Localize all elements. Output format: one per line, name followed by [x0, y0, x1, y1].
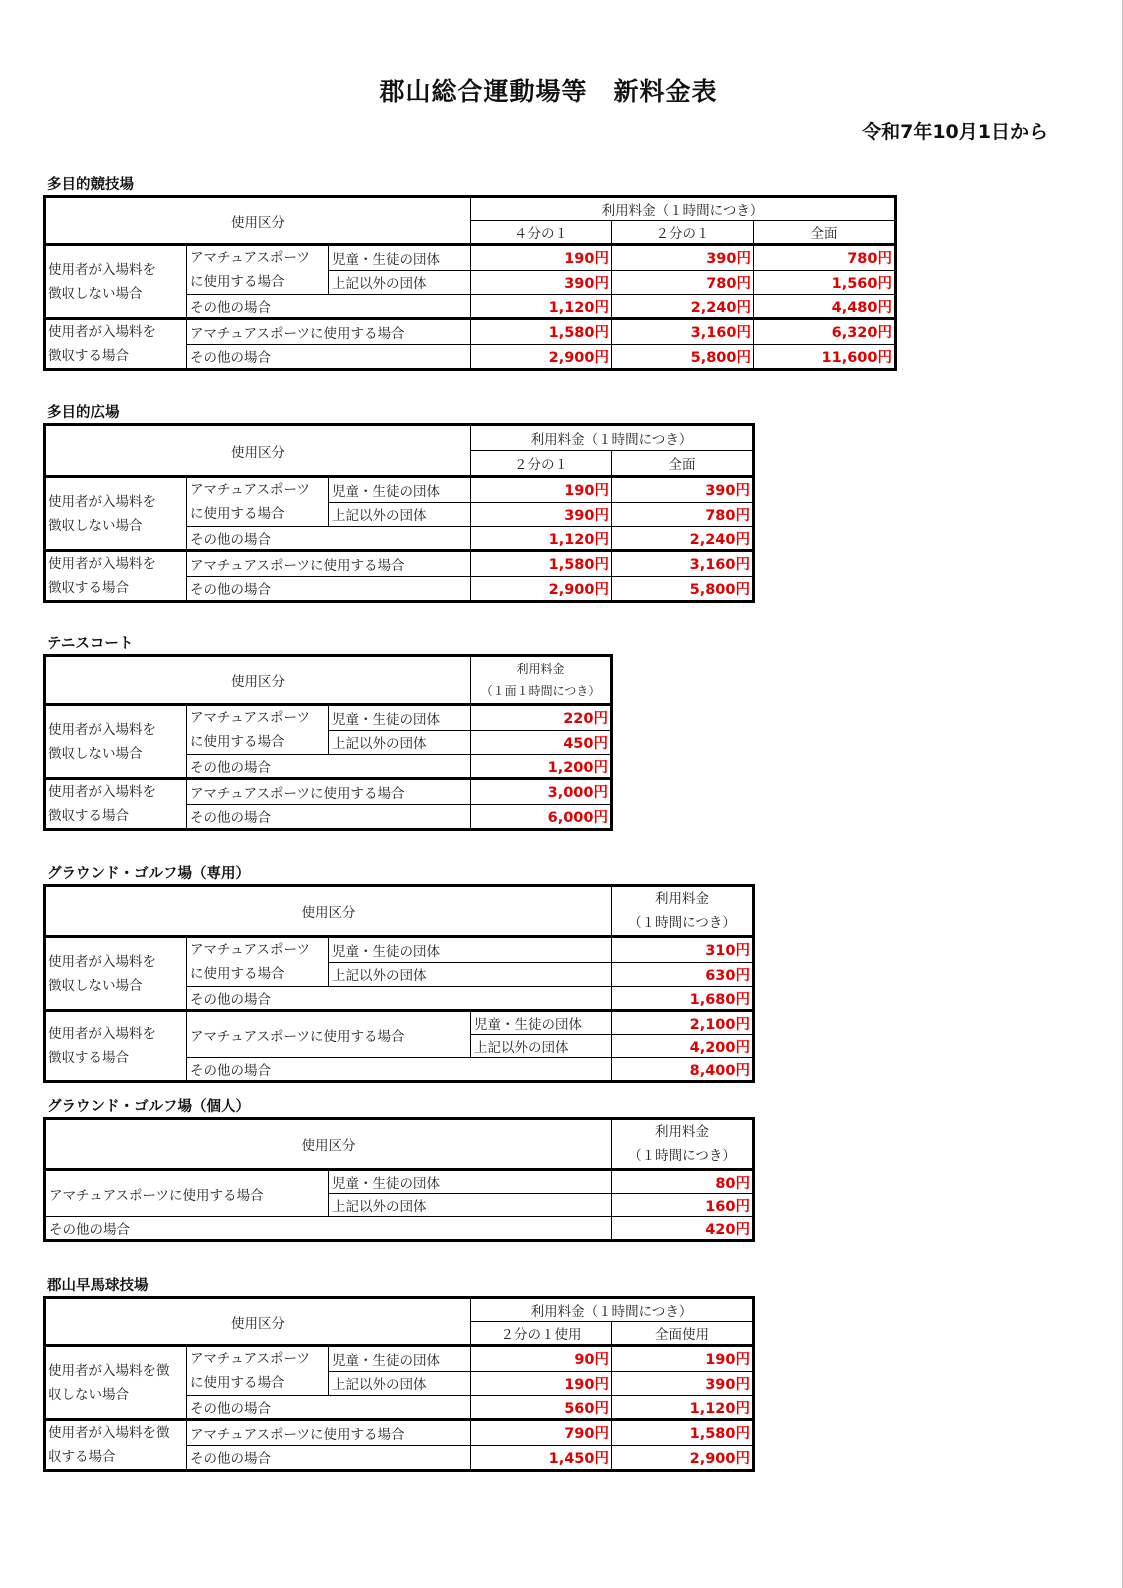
fee-cell: 5,800円 — [612, 576, 754, 602]
fee-cell: 8,400円 — [612, 1058, 754, 1082]
label-other-case: その他の場合 — [187, 804, 471, 830]
fee-cell: 5,800円 — [612, 344, 754, 370]
fee-cell: 390円 — [612, 477, 754, 503]
label-children-group: 児童・生徒の団体 — [329, 477, 471, 503]
header-fee: 利用料金（１時間につき） — [471, 425, 754, 451]
label-other-group: 上記以外の団体 — [329, 730, 471, 754]
fee-cell: 630円 — [612, 962, 754, 986]
fee-cell: 2,900円 — [471, 576, 612, 602]
header-usage-category: 使用区分 — [45, 425, 471, 477]
label-amateur-full: アマチュアスポーツに使用する場合 — [45, 1170, 329, 1217]
fee-cell: 80円 — [612, 1170, 754, 1194]
label-children-group: 児童・生徒の団体 — [329, 705, 471, 731]
label-other-group: 上記以外の団体 — [329, 1194, 612, 1217]
fee-cell: 560円 — [471, 1396, 612, 1420]
label-amateur: アマチュアスポーツ に使用する場合 — [187, 477, 329, 527]
label-other-case: その他の場合 — [187, 527, 471, 551]
hayama-fee-table — [43, 1296, 755, 1472]
fee-cell: 11,600円 — [754, 344, 896, 370]
fee-cell: 780円 — [612, 502, 754, 526]
fee-cell: 1,120円 — [612, 1396, 754, 1420]
category-entry-fee: 使用者が入場料を 徴収する場合 — [45, 1011, 187, 1082]
fee-cell: 420円 — [612, 1217, 754, 1241]
label-amateur: アマチュアスポーツ に使用する場合 — [187, 937, 329, 987]
fee-cell: 2,240円 — [612, 295, 754, 319]
fee-cell: 190円 — [471, 1371, 612, 1395]
label-children-group: 児童・生徒の団体 — [329, 937, 612, 963]
fee-cell: 1,680円 — [612, 987, 754, 1011]
fee-cell: 1,580円 — [471, 551, 612, 577]
label-other-case: その他の場合 — [187, 1058, 612, 1082]
effective-date: 令和7年10月1日から — [862, 121, 1048, 143]
col-header: 全面 — [754, 221, 896, 245]
header-fee: 利用料金 （１面１時間につき） — [471, 656, 612, 705]
fee-cell: 390円 — [471, 502, 612, 526]
category-no-entry-fee: 使用者が入場料を 徴収しない場合 — [45, 937, 187, 1011]
category-no-entry-fee: 使用者が入場料を 徴収しない場合 — [45, 705, 187, 779]
fee-cell: 2,100円 — [612, 1011, 754, 1035]
label-other-group: 上記以外の団体 — [329, 270, 471, 294]
label-other-case: その他の場合 — [45, 1217, 612, 1241]
fee-cell: 1,450円 — [471, 1445, 612, 1471]
category-no-entry-fee: 使用者が入場料を 徴収しない場合 — [45, 477, 187, 551]
label-other-case: その他の場合 — [187, 1445, 471, 1471]
label-children-group: 児童・生徒の団体 — [329, 245, 471, 271]
fee-cell: 450円 — [471, 730, 612, 754]
label-amateur-full: アマチュアスポーツに使用する場合 — [187, 1420, 471, 1446]
section-title-golf-dedicated: グラウンド・ゴルフ場（専用） — [47, 866, 250, 882]
fee-cell: 190円 — [471, 477, 612, 503]
label-other-case: その他の場合 — [187, 987, 612, 1011]
label-amateur: アマチュアスポーツ に使用する場合 — [187, 245, 329, 295]
label-amateur-full: アマチュアスポーツに使用する場合 — [187, 779, 471, 805]
section-title-field: 多目的広場 — [47, 405, 120, 421]
stadium-fee-table — [43, 195, 897, 371]
fee-cell: 1,120円 — [471, 527, 612, 551]
section-title-stadium: 多目的競技場 — [47, 177, 134, 193]
col-header: ４分の１ — [471, 221, 612, 245]
fee-cell: 4,480円 — [754, 295, 896, 319]
golf-individual-fee-table — [43, 1117, 755, 1242]
header-usage-category: 使用区分 — [45, 1298, 471, 1346]
fee-cell: 1,120円 — [471, 295, 612, 319]
label-other-case: その他の場合 — [187, 1396, 471, 1420]
fee-cell: 390円 — [612, 245, 754, 271]
section-title-tennis: テニスコート — [47, 636, 134, 652]
col-header: 全面使用 — [612, 1322, 754, 1346]
golf-dedicated-fee-table — [43, 884, 755, 1083]
fee-cell: 1,580円 — [612, 1420, 754, 1446]
header-fee: 利用料金（１時間につき） — [471, 197, 896, 221]
page-title: 郡山総合運動場等 新料金表 — [379, 77, 718, 106]
fee-cell: 3,000円 — [471, 779, 612, 805]
fee-cell: 780円 — [612, 270, 754, 294]
col-header: 全面 — [612, 451, 754, 477]
header-usage-category: 使用区分 — [45, 197, 471, 245]
label-other-group: 上記以外の団体 — [329, 962, 612, 986]
header-usage-category: 使用区分 — [45, 656, 471, 705]
label-children-group: 児童・生徒の団体 — [471, 1011, 612, 1035]
col-header: ２分の１ — [471, 451, 612, 477]
fee-cell: 310円 — [612, 937, 754, 963]
header-fee: 利用料金 （１時間につき） — [612, 1119, 754, 1170]
label-amateur: アマチュアスポーツ に使用する場合 — [187, 1346, 329, 1396]
fee-cell: 2,900円 — [471, 344, 612, 370]
fee-cell: 2,900円 — [612, 1445, 754, 1471]
header-usage-category: 使用区分 — [45, 886, 612, 937]
category-entry-fee: 使用者が入場料を 徴収する場合 — [45, 319, 187, 370]
fee-cell: 1,200円 — [471, 755, 612, 779]
header-fee: 利用料金 （１時間につき） — [612, 886, 754, 937]
header-fee: 利用料金（１時間につき） — [471, 1298, 754, 1322]
label-other-group: 上記以外の団体 — [329, 502, 471, 526]
label-other-case: その他の場合 — [187, 344, 471, 370]
fee-cell: 90円 — [471, 1346, 612, 1372]
fee-cell: 220円 — [471, 705, 612, 731]
fee-cell: 3,160円 — [612, 551, 754, 577]
fee-cell: 6,000円 — [471, 804, 612, 830]
fee-cell: 1,560円 — [754, 270, 896, 294]
label-children-group: 児童・生徒の団体 — [329, 1170, 612, 1194]
fee-cell: 4,200円 — [612, 1035, 754, 1058]
fee-cell: 190円 — [612, 1346, 754, 1372]
fee-cell: 160円 — [612, 1194, 754, 1217]
tennis-fee-table — [43, 654, 613, 831]
fee-cell: 190円 — [471, 245, 612, 271]
label-other-case: その他の場合 — [187, 576, 471, 602]
section-title-hayama: 郡山早馬球技場 — [47, 1278, 149, 1294]
fee-cell: 790円 — [471, 1420, 612, 1446]
label-other-group: 上記以外の団体 — [329, 1371, 471, 1395]
category-entry-fee: 使用者が入場料を徴 収する場合 — [45, 1420, 187, 1471]
fee-cell: 390円 — [471, 270, 612, 294]
label-other-case: その他の場合 — [187, 755, 471, 779]
category-no-entry-fee: 使用者が入場料を 徴収しない場合 — [45, 245, 187, 319]
category-entry-fee: 使用者が入場料を 徴収する場合 — [45, 779, 187, 830]
label-amateur-full: アマチュアスポーツに使用する場合 — [187, 551, 471, 577]
col-header: ２分の１ — [612, 221, 754, 245]
label-amateur-full: アマチュアスポーツに使用する場合 — [187, 319, 471, 345]
field-fee-table — [43, 423, 755, 603]
label-other-case: その他の場合 — [187, 295, 471, 319]
fee-cell: 6,320円 — [754, 319, 896, 345]
label-amateur-full: アマチュアスポーツに使用する場合 — [187, 1011, 471, 1058]
label-children-group: 児童・生徒の団体 — [329, 1346, 471, 1372]
fee-cell: 780円 — [754, 245, 896, 271]
section-title-golf-individual: グラウンド・ゴルフ場（個人） — [47, 1099, 250, 1115]
fee-cell: 1,580円 — [471, 319, 612, 345]
fee-cell: 3,160円 — [612, 319, 754, 345]
col-header: ２分の１使用 — [471, 1322, 612, 1346]
label-amateur: アマチュアスポーツ に使用する場合 — [187, 705, 329, 755]
category-no-entry-fee: 使用者が入場料を徴 収しない場合 — [45, 1346, 187, 1420]
header-usage-category: 使用区分 — [45, 1119, 612, 1170]
fee-cell: 390円 — [612, 1371, 754, 1395]
category-entry-fee: 使用者が入場料を 徴収する場合 — [45, 551, 187, 602]
label-other-group: 上記以外の団体 — [471, 1035, 612, 1058]
fee-cell: 2,240円 — [612, 527, 754, 551]
